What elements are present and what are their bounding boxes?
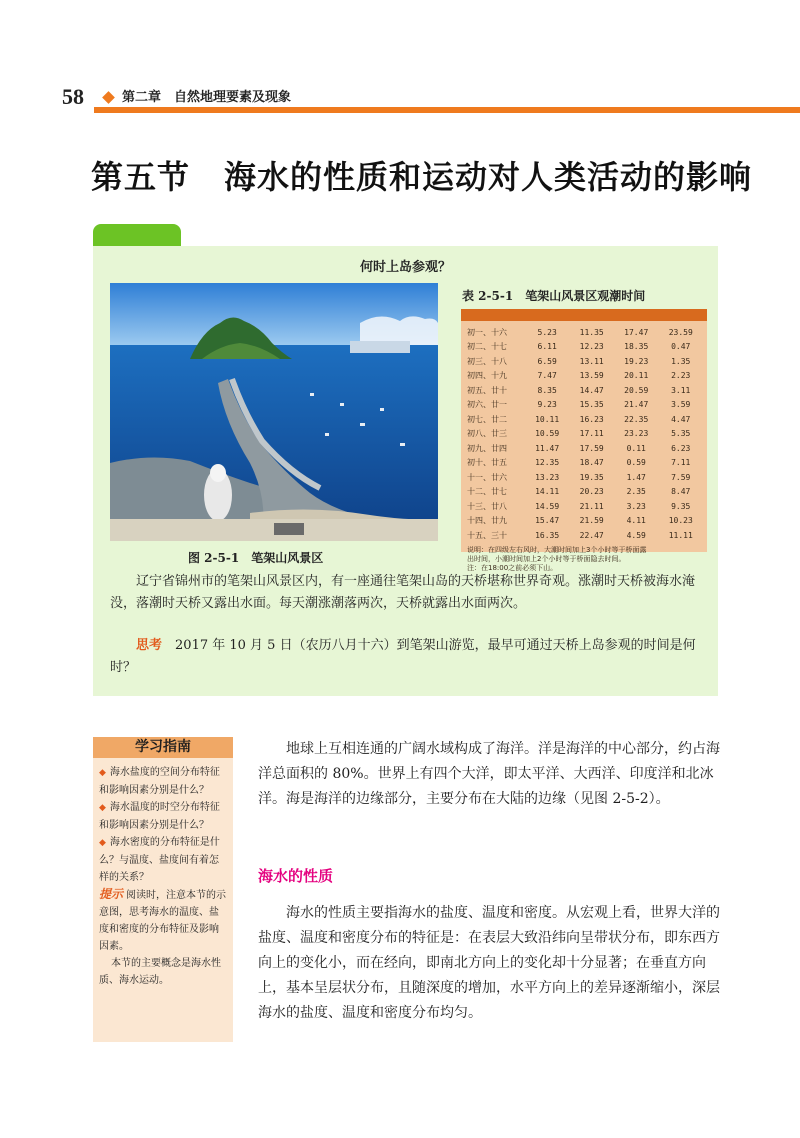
table-row <box>465 441 703 456</box>
table-cell-time: 2.35 <box>626 487 646 497</box>
table-cell-time: 7.59 <box>671 472 691 482</box>
activity-description: 辽宁省锦州市的笔架山风景区内，有一座通往笔架山岛的天桥堪称世界奇观。涨潮时天桥被海水淹没，落潮时天桥又露出水面。每天潮涨潮落两次，天桥就露出水面两次。 <box>110 574 696 611</box>
diamond-icon <box>102 91 115 104</box>
table-cell-time: 14.47 <box>579 385 604 395</box>
table-cell-time: 5.23 <box>537 327 557 337</box>
table-row <box>465 470 703 485</box>
guide-item-text: 海水盐度的空间分布特征和影响因素分别是什么？ <box>99 767 220 796</box>
table-cell-time: 3.59 <box>671 400 691 410</box>
table-cell-time: 12.23 <box>579 342 604 352</box>
table-cell-time: 6.11 <box>537 342 557 352</box>
tip-text: 阅读时，注意本节的示意图，思考海水的温度、盐度和密度的分布特征及影响因素。 <box>99 890 227 952</box>
table-cell-time: 19.23 <box>624 356 649 366</box>
guide-item <box>99 799 227 834</box>
guide-item-text: 海水温度的时空分布特征和影响因素分别是什么？ <box>99 802 220 831</box>
header-rule <box>94 107 800 113</box>
table-cell-day: 初八、廿三 <box>467 429 507 439</box>
table-cell-time: 21.47 <box>624 400 649 410</box>
table-cell-day: 十二、廿七 <box>467 487 507 497</box>
table-cell-time: 17.59 <box>579 443 604 453</box>
table-cell-time: 20.23 <box>579 487 604 497</box>
table-row <box>465 340 703 355</box>
table-cell-time: 22.35 <box>624 414 649 424</box>
table-cell-time: 0.11 <box>626 443 646 453</box>
table-cell-time: 9.23 <box>537 400 557 410</box>
table-row <box>465 369 703 384</box>
table-row <box>465 456 703 471</box>
table-cell-time: 8.35 <box>537 385 557 395</box>
table-cell-time: 6.23 <box>671 443 691 453</box>
table-cell-day: 十一、廿六 <box>467 472 507 482</box>
think-label: 思考 <box>136 638 163 653</box>
table-cell-day: 初九、廿四 <box>467 443 507 453</box>
table-cell-time: 22.47 <box>579 530 604 540</box>
table-cell-time: 4.11 <box>626 516 646 526</box>
diamond-icon: ◆ <box>99 768 106 778</box>
activity-question-title: 何时上岛参观？ <box>359 260 451 275</box>
table-row <box>465 427 703 442</box>
section-number: 第五节 <box>91 158 191 196</box>
table-cell-time: 16.35 <box>535 530 560 540</box>
table-cell-day: 十五、三十 <box>467 530 507 540</box>
table-cell-day: 初五、廿十 <box>467 385 507 395</box>
table-cell-time: 15.47 <box>535 516 560 526</box>
table-row <box>465 528 703 543</box>
table-cell-time: 12.35 <box>535 458 560 468</box>
study-guide-heading: 学习指南 <box>93 737 233 758</box>
table-cell-time: 18.35 <box>624 342 649 352</box>
table-row <box>465 412 703 427</box>
table-cell-day: 初一、十六 <box>467 327 507 337</box>
table-cell-time: 11.11 <box>668 530 693 540</box>
table-note-line: 注：在18:00之前必须下山。 <box>467 563 558 572</box>
body-paragraph: 地球上互相连通的广阔水域构成了海洋。洋是海洋的中心部分，约占海洋总面积的 80%。世界上有四个大洋，即太平洋、大西洋、印度洋和北冰洋。海是海洋的边缘部分，主要分布在大陆的边缘（见图 2-5-2）。 <box>258 741 720 807</box>
table-cell-time: 20.11 <box>624 371 649 381</box>
table-cell-time: 18.47 <box>579 458 604 468</box>
table-cell-day: 初七、廿二 <box>467 414 507 424</box>
table-cell-time: 8.47 <box>671 487 691 497</box>
table-cell-time: 21.59 <box>579 516 604 526</box>
table-cell-day: 初十、廿五 <box>467 458 507 468</box>
table-cell-time: 0.59 <box>626 458 646 468</box>
table-cell-time: 4.59 <box>626 530 646 540</box>
table-cell-time: 0.47 <box>671 342 691 352</box>
table-cell-day: 十三、廿八 <box>467 501 507 511</box>
think-text: 2017 年 10 月 5 日（农历八月十六）到笔架山游览，最早可通过天桥上岛参观的时间是何时？ <box>110 638 696 675</box>
table-cell-time: 14.11 <box>535 487 560 497</box>
table-cell-time: 15.35 <box>579 400 604 410</box>
table-cell-time: 10.23 <box>668 516 693 526</box>
table-cell-time: 4.47 <box>671 414 691 424</box>
table-cell-time: 23.23 <box>624 429 649 439</box>
page-title <box>91 152 752 198</box>
table-cell-day: 初二、十七 <box>467 342 507 352</box>
table-note-line: 出时间，小潮时间加上2个小时等于桥面隐去时间。 <box>467 554 626 563</box>
table-cell-time: 13.11 <box>579 356 604 366</box>
table-cell-time: 17.11 <box>579 429 604 439</box>
guide-item <box>99 764 227 799</box>
table-cell-time: 19.35 <box>579 472 604 482</box>
table-cell-time: 7.11 <box>671 458 691 468</box>
body-paragraph: 海水的性质主要指海水的盐度、温度和密度。从宏观上看，世界大洋的盐度、温度和密度分布的特征是：在表层大致沿纬向呈带状分布，即东西方向上的变化小，而在经向，即南北方向上的变化却十分显著；在垂直方向上，基本呈层状分布，且随深度的增加，水平方向上的差异逐渐缩小，深层海水的盐度、温度和密度分布均匀。 <box>258 905 720 1021</box>
table-cell-time: 2.23 <box>671 371 691 381</box>
chapter-header: 第二章 自然地理要素及现象 <box>122 90 292 105</box>
bijia-mountain-photo <box>110 283 438 541</box>
table-cell-time: 13.23 <box>535 472 560 482</box>
table-cell-time: 16.23 <box>579 414 604 424</box>
table-note-line: 说明：在四级左右风时，大潮时间加上3个小时等于桥面露 <box>467 545 647 554</box>
guide-item <box>99 834 227 886</box>
table-cell-time: 20.59 <box>624 385 649 395</box>
tide-table <box>461 309 707 572</box>
study-guide-body <box>93 758 233 989</box>
table-row <box>465 398 703 413</box>
think-question <box>110 635 705 679</box>
table-cell-time: 10.59 <box>535 429 560 439</box>
table-cell-time: 9.35 <box>671 501 691 511</box>
table-row <box>465 383 703 398</box>
table-cell-time: 3.11 <box>671 385 691 395</box>
table-row <box>465 499 703 514</box>
activity-tab <box>93 224 181 248</box>
table-title: 表 2-5-1 笔架山风景区观潮时间 <box>462 289 646 303</box>
section-name: 海水的性质和运动对人类活动的影响 <box>224 158 753 196</box>
table-row <box>465 514 703 529</box>
guide-concepts: 本节的主要概念是海水性质、海水运动。 <box>99 958 221 986</box>
table-cell-time: 7.47 <box>537 371 557 381</box>
section-heading: 海水的性质 <box>258 867 334 885</box>
table-row <box>465 354 703 369</box>
table-cell-time: 1.47 <box>626 472 646 482</box>
page-number: 58 <box>62 84 84 109</box>
tide-table-body <box>465 325 703 543</box>
diamond-icon: ◆ <box>99 803 106 813</box>
table-cell-time: 10.11 <box>535 414 560 424</box>
study-guide <box>93 737 233 1042</box>
table-cell-time: 3.23 <box>626 501 646 511</box>
table-cell-time: 5.35 <box>671 429 691 439</box>
table-cell-time: 13.59 <box>579 371 604 381</box>
guide-tip <box>99 886 227 955</box>
photo-caption: 图 2-5-1 笔架山风景区 <box>188 551 324 565</box>
table-note <box>465 546 703 573</box>
table-cell-time: 21.11 <box>579 501 604 511</box>
table-cell-time: 6.59 <box>537 356 557 366</box>
table-cell-time: 14.59 <box>535 501 560 511</box>
table-cell-day: 初六、廿一 <box>467 400 507 410</box>
table-cell-time: 23.59 <box>668 327 693 337</box>
guide-item-text: 海水密度的分布特征是什么？与温度、盐度间有着怎样的关系？ <box>99 837 220 883</box>
table-cell-day: 初四、十九 <box>467 371 507 381</box>
table-cell-day: 十四、廿九 <box>467 516 507 526</box>
table-cell-day: 初三、十八 <box>467 356 507 366</box>
activity-box <box>93 246 718 696</box>
diamond-icon: ◆ <box>99 838 106 848</box>
table-row <box>465 485 703 500</box>
table-cell-time: 11.35 <box>579 327 604 337</box>
table-cell-time: 17.47 <box>624 327 649 337</box>
tip-label: 提示 <box>99 887 124 901</box>
table-cell-time: 1.35 <box>671 356 691 366</box>
table-cell-time: 11.47 <box>535 443 560 453</box>
table-row <box>465 325 703 340</box>
